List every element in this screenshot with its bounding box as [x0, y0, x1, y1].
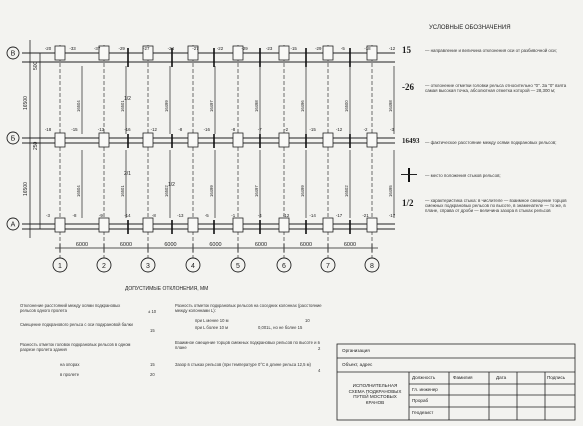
deviation-value: -3 — [46, 213, 50, 218]
legend-item-joint: — место положения стыков рельсов; — [425, 173, 501, 178]
rail-distance-value: 16499 — [164, 100, 169, 112]
column-label: 1 — [58, 263, 62, 270]
tolerance-left-0-value: ± 10 — [148, 309, 157, 314]
header-signature: Подпись — [547, 375, 566, 380]
deviation-value: -33 — [69, 46, 76, 51]
deviation-value: -8 — [151, 213, 156, 218]
tolerance-left-0: Отклонение расстояний между осями подкрановых рельсов одного пролета — [20, 303, 121, 314]
deviation-value: -37 — [93, 46, 101, 51]
deviation-value: -2 — [284, 127, 289, 132]
span-label: 6000 — [209, 242, 222, 248]
row-label: А — [10, 221, 16, 229]
tolerance-left-2: Разность отметок головок подкрановых рельсов в одном разрезе пролета здания — [20, 342, 131, 353]
title-block-object: Объект, адрес — [342, 362, 373, 367]
deviation-value: -13 — [177, 213, 184, 218]
legend-title: УСЛОВНЫЕ ОБОЗНАЧЕНИЯ — [429, 25, 511, 31]
span-label: 6000 — [75, 242, 89, 248]
deviation-value: -20 — [44, 46, 52, 51]
column-label: 8 — [370, 263, 374, 270]
joint-fraction: 1/2 — [124, 96, 131, 102]
column-label: 3 — [146, 263, 150, 270]
tolerance-right-2: при L более 10 м — [195, 325, 229, 330]
tolerance-right-3-value: 2 — [318, 346, 321, 351]
deviation-value: -18 — [44, 127, 52, 132]
tolerance-left-4: в пролете — [60, 372, 80, 377]
deviation-value: -27 — [192, 46, 199, 51]
rail-distance-value: 16504 — [76, 100, 81, 112]
column-label: 5 — [236, 263, 240, 270]
column-label: 4 — [191, 263, 195, 270]
span-label: 6000 — [164, 242, 177, 248]
joint-fraction: 2/1 — [124, 171, 131, 177]
legend-symbol-direction: 15 — [402, 45, 411, 55]
tolerance-right-1: при L менее 10 м — [195, 318, 229, 323]
header-date: Дата — [496, 375, 507, 380]
legend-symbol-fraction: 1/2 — [402, 198, 414, 208]
deviation-value: -9 — [98, 213, 103, 218]
deviation-value: -8 — [178, 127, 183, 132]
deviation-value: -29 — [241, 46, 248, 51]
rail-distance-value: 16497 — [209, 100, 214, 112]
deviation-value: -3 — [390, 127, 394, 132]
tolerance-right-1-value: 10 — [305, 318, 310, 323]
deviation-value: -14 — [309, 213, 316, 218]
tolerance-left-1: Смещение подкранового рельса с оси подкрановой балки — [20, 322, 133, 327]
role-foreman: Прораб — [412, 398, 429, 403]
tolerance-right-0: Разность отметок подкрановых рельсов на соседних колоннах (расстояние между колоннами L): — [175, 303, 322, 314]
rail-distance-value: 16496 — [300, 100, 305, 112]
deviation-value: -1 — [231, 213, 236, 218]
deviation-value: -8 — [72, 213, 77, 218]
deviation-value: -5 — [340, 46, 345, 51]
deviation-value: -22 — [216, 46, 224, 51]
deviation-value: -14 — [124, 213, 131, 218]
column-boxes — [55, 46, 377, 232]
rail-distance-value: 16498 — [254, 100, 259, 112]
deviation-value: -7 — [257, 127, 262, 132]
rail-distance-value: 16504 — [76, 185, 81, 197]
row-label: В — [10, 50, 16, 58]
legend-item-distance: — фактическое расстояние между осями подкрановых рельсов; — [425, 140, 557, 145]
tolerance-right-4-value: 4 — [318, 368, 321, 373]
span-label: 6000 — [254, 242, 268, 248]
axis-lines — [22, 53, 395, 229]
deviation-value: -29 — [118, 46, 125, 51]
tolerance-right-4: Зазор в стыках рельсов (при температуре 0°С в длине рельса 12,5 м) — [175, 362, 311, 367]
deviation-value: -17 — [388, 213, 396, 218]
legend-item-direction: — направление и величина отклонения оси от разбивочной оси; — [425, 48, 557, 53]
rail-distance-value: 16498 — [388, 100, 393, 112]
deviation-value: -12 — [388, 46, 396, 51]
deviation-value: -16 — [203, 127, 210, 132]
side-dimension: 500 — [33, 61, 39, 70]
deviation-value: -27 — [143, 46, 150, 51]
joint-fraction: 1/2 — [168, 182, 175, 188]
deviation-value: -21 — [362, 213, 369, 218]
side-dimension: 16500 — [23, 182, 29, 196]
header-position: Должность — [412, 375, 436, 380]
deviation-value: -12 — [282, 213, 290, 218]
deviation-value: -12 — [335, 127, 343, 132]
title-block-organization: Организация — [342, 348, 370, 353]
deviation-value: -15 — [309, 127, 316, 132]
rail-distance-value: 16497 — [254, 185, 259, 197]
deviation-value: -4 — [257, 213, 262, 218]
deviation-value: -16 — [124, 127, 131, 132]
tolerance-right-3: Взаимное смещение торцов смежных подкрановых рельсов по высоте и в плане — [175, 340, 320, 351]
span-label: 6000 — [343, 242, 357, 248]
column-label: 2 — [102, 263, 106, 270]
row-label: Б — [10, 135, 16, 143]
deviation-value: -13 — [97, 127, 105, 132]
role-chief-engineer: Гл. инженер — [412, 387, 438, 392]
role-surveyor: Геодезист — [412, 410, 434, 415]
rail-distance-value: 16501 — [120, 100, 125, 112]
rail-distance-value: 16499 — [209, 185, 214, 197]
joint-mark-icon — [408, 168, 410, 182]
tolerance-left-4-value: 20 — [150, 372, 155, 377]
deviation-value: -5 — [204, 213, 209, 218]
rail-distance-value: 16500 — [344, 100, 349, 112]
rail-distance-value: 16501 — [120, 185, 125, 197]
rail-distance-value: 16495 — [388, 185, 393, 197]
column-label: 6 — [282, 263, 286, 270]
span-label: 6000 — [299, 242, 313, 248]
column-label: 7 — [326, 263, 330, 270]
side-dimension: 16500 — [23, 96, 29, 110]
legend-symbol-elevation: -26 — [402, 82, 414, 92]
rail-distance-value: 16502 — [164, 185, 169, 197]
rail-distance-value: 16502 — [344, 185, 349, 197]
deviation-value: -8 — [231, 127, 236, 132]
deviation-value: -18 — [364, 46, 371, 51]
rail-distance-value: 16499 — [300, 185, 305, 197]
legend-item-elevation: — отклонение отметки головки рельса относительно "0". За "0" взята самая высокая точка, абсолютная отметка которой — 28,300 м; — [425, 83, 567, 93]
deviation-value: -24 — [167, 46, 175, 51]
tolerance-left-3-value: 15 — [150, 362, 155, 367]
header-surname: Фамилия — [453, 375, 473, 380]
drawing-title: ИСПОЛНИТЕЛЬНАЯ СХЕМА ПОДКРАНОВЫХ ПУТЕЙ МОСТОВЫХ КРАНОВ — [348, 383, 402, 406]
deviation-value: -12 — [150, 127, 158, 132]
deviation-value: -23 — [265, 46, 273, 51]
title-block-frame — [337, 344, 575, 420]
legend-item-fraction: — характеристика стыка: в числителе — взаимное смещение торцов смежных подкрановых рельсов по высоте, в знаменателе — то же, в плане, справа от дроби — величина зазора в стыках рельсов — [425, 198, 567, 213]
deviation-value: -17 — [335, 213, 343, 218]
deviation-value: -29 — [315, 46, 322, 51]
span-label: 6000 — [119, 242, 133, 248]
tolerances-title: ДОПУСТИМЫЕ ОТКЛОНЕНИЯ, ММ — [125, 286, 209, 292]
tolerance-left-1-value: 15 — [150, 328, 155, 333]
deviation-value: -2 — [363, 127, 368, 132]
joint-line-icon — [401, 174, 417, 175]
deviation-value: -15 — [290, 46, 297, 51]
deviation-value: -15 — [71, 127, 78, 132]
side-dimension: 250 — [33, 141, 39, 150]
tolerance-left-3: на опорах — [60, 362, 80, 367]
tolerance-right-2-value: 0,001L, но не более 15 — [258, 325, 303, 330]
legend-symbol-distance: 16493 — [402, 137, 420, 145]
